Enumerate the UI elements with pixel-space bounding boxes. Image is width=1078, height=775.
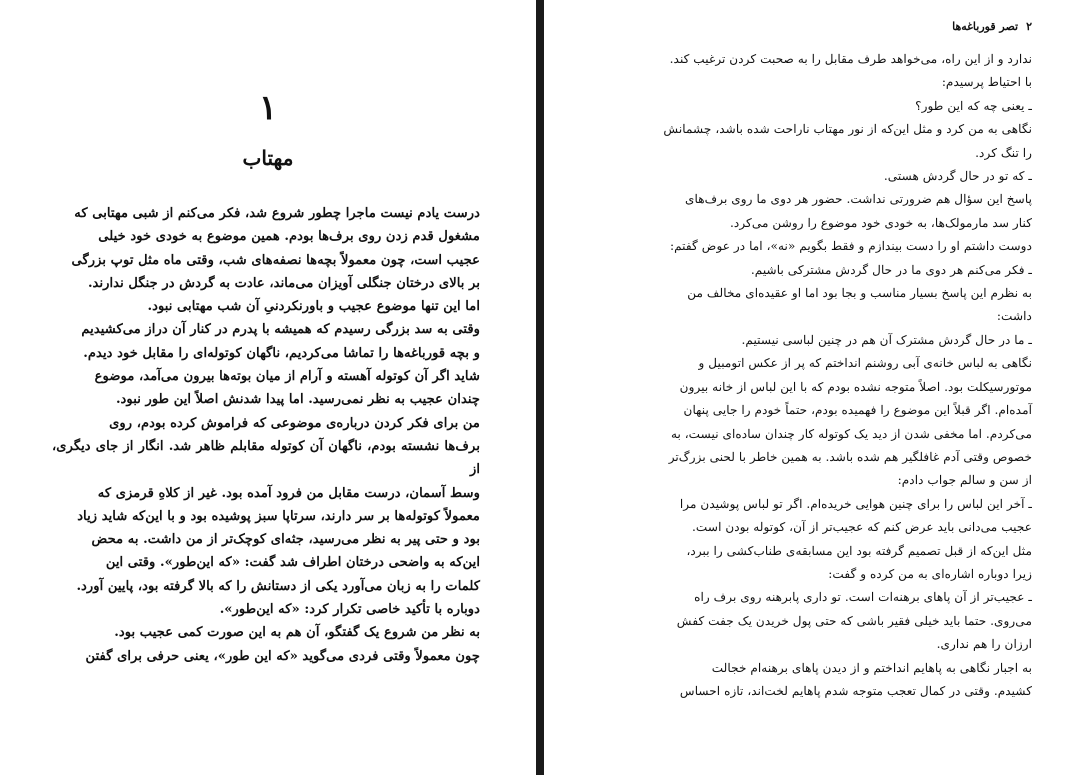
text-line: این‌که به واضحی درختان اطراف شد گفت: «که این‌طور». وقتی این [105,555,480,571]
text-line: زیرا دوباره اشاره‌ای به من کرده و گفت: [828,566,1032,581]
right-page [544,0,1078,775]
text-line: به نظرم این پاسخ بسیار مناسب و بجا بود اما او عقیده‌ای مخالف من [687,286,1032,301]
text-line: داشت: [996,309,1032,324]
text-line: نگاهی به من کرد و مثل این‌که از نور مهتاب ناراحت شده باشد، چشمانش [663,122,1032,137]
text-line: می‌روی. حتما باید خیلی فقیر باشی که حتی پول خریدن یک جفت کفش [676,613,1032,628]
text-line: مشغول قدم زدن روی برف‌ها بودم. همین موضوع به خودی خود خیلی [98,229,480,245]
text-line: کلمات را به زبان می‌آورد یکی از دستانش را که بالا گرفته بود، پایین آورد. [76,578,480,594]
text-line: می‌کردم. اما مخفی شدن از دید یک کوتوله کار چندان ساده‌ای نیست، به [670,426,1032,441]
left-page [0,0,536,775]
text-line: آمده‌ام. اگر قبلاً این موضوع را فهمیده بودم، حتماً خودم را جایی پنهان [683,403,1032,418]
text-line: کنار سد مارمولک‌ها، به خودی خود موضوع را روشن می‌کرد. [730,215,1032,230]
text-line: معمولاً کوتوله‌ها بر سر دارند، سرتاپا سبز پوشیده بود و با این‌که شاید زیاد [77,508,480,524]
text-line: به اجبار نگاهی به پاهایم انداختم و از دیدن پاهای برهنه‌ام خجالت [711,660,1032,675]
text-line: ـ که تو در حال گردش هستی. [883,169,1032,184]
text-line: شاید اگر آن کوتوله آهسته و آرام از میان بوته‌ها بیرون می‌آمد، موضوع [94,369,480,385]
text-line: عجیب است، چون معمولاً بچه‌ها نصفه‌های شب، وقتی ماه مثل توپ بزرگی [71,252,480,268]
text-line: کشیدم. وقتی در کمال تعجب متوجه شدم پاهایم لخت‌اند، تازه احساس [679,683,1032,698]
text-line: خصوص وقتی آدم غافلگیر هم شده باشد. به همین خاطر با لحنی بزرگ‌تر [668,449,1032,464]
text-line: پاسخ این سؤال هم ضرورتی نداشت. حضور هر دوی ما روی برف‌های [684,192,1032,207]
text-line: به نظر من شروع یک گفتگو، آن هم به این صورت کمی عجیب بود. [114,625,480,641]
text-line: مثل این‌که از قبل تصمیم گرفته بود این مسابقه‌ی طناب‌کشی را ببرد، [686,543,1032,558]
running-head [580,20,1032,33]
text-line: ـ آخر این لباس را برای چنین هوایی خریده‌ام. اگر تو لباس پوشیدن مرا [679,496,1032,511]
text-line: را تنگ کرد. [975,145,1032,160]
text-line: من برای فکر کردن درباره‌ی موضوعی که فراموش کرده بودم، روی [109,415,480,431]
text-line: از سن و سالم جواب دادم: [897,473,1032,488]
text-line: بود و حتی پیر به نظر می‌رسید، جثه‌ای کوچک‌تر از من داشت. به محض [91,532,480,548]
text-line: و بچه قورباغه‌ها را تماشا می‌کردیم، ناگهان کوتوله‌ای را مقابل خود دیدم. [83,345,480,361]
text-line: برف‌ها نشسته بودم، ناگهان آن کوتوله مقابلم ظاهر شد. انگار از جای دیگری، از [52,438,480,478]
right-body-text [580,48,1032,703]
page-number: ۲ [1026,20,1032,33]
text-line: اما این تنها موضوع عجیب و باورنکردنیِ آن شب مهتابی نبود. [147,299,480,315]
text-line: ـ عجیب‌تر از آن پاهای برهنه‌ات است. تو داری پابرهنه روی برف راه [694,590,1032,605]
text-line: عجیب می‌دانی باید عرض کنم که عجیب‌تر از آن، کوتوله بودن است. [692,520,1032,535]
text-line: چون معمولاً وقتی فردی می‌گوید «که این طور»، یعنی حرفی برای گفتن [85,648,480,664]
text-line: ندارد و از این راه، می‌خواهد طرف مقابل را به صحبت کردن ترغیب کند. [669,52,1032,66]
text-line: ـ یعنی چه که این طور؟ [915,98,1032,113]
text-line: با احتیاط پرسیدم: [941,75,1032,90]
chapter-title: مهتاب [242,146,294,170]
text-line: وقتی به سد بزرگی رسیدم که همیشه با پدرم در کنار آن دراز می‌کشیدیم [81,322,480,338]
text-line: ـ فکر می‌کنم هر دوی ما در حال گردش مشترکی باشیم. [750,262,1032,277]
text-line: ارزان را هم نداری. [936,637,1032,652]
text-line: دوباره با تأکید خاصی تکرار کرد: «که این‌طور». [219,602,480,618]
book-gutter [536,0,544,775]
chapter-number: ۱ [258,88,278,128]
running-title: تصر قورباغه‌ها [952,20,1019,33]
text-line: ـ ما در حال گردش مشترک آن هم در چنین لباسی نیستیم. [741,332,1032,347]
text-line: چندان عجیب به نظر نمی‌رسید. اما پیدا شدنش اصلاً این طور نبود. [115,392,480,408]
text-line: بر بالای درختان جنگلی آویزان می‌ماند، عادت به گردش در جنگل ندارند. [87,275,480,291]
left-body-text [52,202,480,668]
text-line: موتورسیکلت بود. اصلاً متوجه نشده بودم که با این لباس از خانه بیرون [679,379,1032,394]
text-line: دوست داشتم او را دست بیندازم و فقط بگویم «نه»، اما در عوض گفتم: [669,239,1032,254]
text-line: وسط آسمان، درست مقابل من فرود آمده بود. غیر از کلاهِ قرمزی که [97,485,480,501]
text-line: نگاهی به لباس خانه‌ی آبی روشنم انداختم که پر از عکس اتومبیل و [698,356,1032,371]
text-line: درست یادم نیست ماجرا چطور شروع شد، فکر می‌کنم از شبی مهتابی که [74,206,480,221]
